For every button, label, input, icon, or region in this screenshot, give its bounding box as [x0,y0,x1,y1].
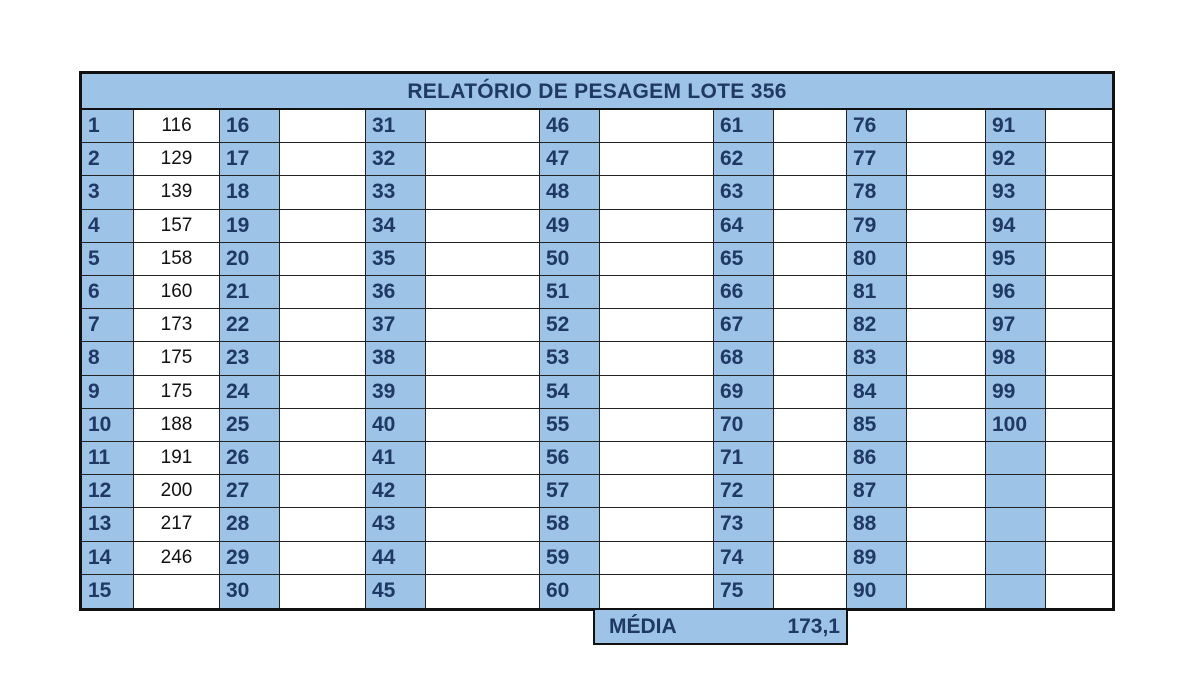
weight-cell[interactable] [134,575,220,608]
weight-cell[interactable] [907,575,986,608]
weight-cell[interactable] [280,143,366,176]
weight-cell[interactable] [1046,342,1112,375]
weight-cell[interactable] [600,475,714,508]
animal-number-cell[interactable]: 43 [366,508,426,541]
animal-number-cell[interactable]: 78 [847,176,907,209]
weight-cell[interactable]: 116 [134,110,220,143]
animal-number-cell[interactable]: 40 [366,409,426,442]
weight-cell[interactable] [1046,176,1112,209]
animal-number-cell[interactable]: 75 [714,575,774,608]
report-title: RELATÓRIO DE PESAGEM LOTE 356 [82,74,1112,110]
weight-cell[interactable] [774,143,847,176]
weight-cell[interactable] [600,575,714,608]
weight-cell[interactable] [426,143,540,176]
animal-number-cell[interactable]: 22 [220,309,280,342]
weight-cell[interactable] [774,210,847,243]
weight-cell[interactable] [426,542,540,575]
weight-cell[interactable] [1046,475,1112,508]
animal-number-cell[interactable]: 99 [986,376,1046,409]
animal-number-cell[interactable]: 80 [847,243,907,276]
weight-cell[interactable]: 200 [134,475,220,508]
animal-number-cell[interactable]: 15 [82,575,134,608]
weight-cell[interactable] [907,176,986,209]
weight-cell[interactable] [907,110,986,143]
weight-cell[interactable] [280,376,366,409]
weight-cell[interactable] [907,309,986,342]
animal-number-cell[interactable]: 35 [366,243,426,276]
weight-cell[interactable] [426,309,540,342]
weight-cell[interactable] [426,176,540,209]
animal-number-cell[interactable]: 82 [847,309,907,342]
weight-cell[interactable] [907,143,986,176]
weight-cell[interactable] [426,243,540,276]
animal-number-cell[interactable]: 21 [220,276,280,309]
animal-number-cell[interactable]: 56 [540,442,600,475]
animal-number-cell[interactable]: 100 [986,409,1046,442]
animal-number-cell[interactable]: 41 [366,442,426,475]
animal-number-cell[interactable]: 69 [714,376,774,409]
weight-cell[interactable]: 175 [134,376,220,409]
animal-number-cell[interactable]: 72 [714,475,774,508]
weight-cell[interactable]: 246 [134,542,220,575]
animal-number-cell[interactable]: 28 [220,508,280,541]
weight-cell[interactable] [774,276,847,309]
animal-number-cell[interactable]: 14 [82,542,134,575]
animal-number-cell[interactable]: 47 [540,143,600,176]
animal-number-cell[interactable]: 7 [82,309,134,342]
animal-number-cell[interactable]: 45 [366,575,426,608]
weight-cell[interactable] [426,210,540,243]
animal-number-cell[interactable]: 51 [540,276,600,309]
animal-number-cell[interactable]: 83 [847,342,907,375]
weight-cell[interactable] [907,508,986,541]
animal-number-cell[interactable] [986,475,1046,508]
weight-cell[interactable] [907,475,986,508]
animal-number-cell[interactable]: 90 [847,575,907,608]
animal-number-cell[interactable]: 5 [82,243,134,276]
weight-cell[interactable] [1046,409,1112,442]
weight-cell[interactable] [1046,276,1112,309]
weight-cell[interactable] [600,409,714,442]
animal-number-cell[interactable]: 93 [986,176,1046,209]
animal-number-cell[interactable]: 68 [714,342,774,375]
weight-cell[interactable] [426,575,540,608]
animal-number-cell[interactable]: 36 [366,276,426,309]
weight-cell[interactable]: 158 [134,243,220,276]
animal-number-cell[interactable]: 87 [847,475,907,508]
weight-cell[interactable] [1046,210,1112,243]
weight-cell[interactable] [426,376,540,409]
weight-cell[interactable] [600,110,714,143]
animal-number-cell[interactable]: 42 [366,475,426,508]
animal-number-cell[interactable]: 34 [366,210,426,243]
weight-cell[interactable] [774,243,847,276]
animal-number-cell[interactable]: 27 [220,475,280,508]
weight-cell[interactable] [280,542,366,575]
animal-number-cell[interactable]: 70 [714,409,774,442]
weight-cell[interactable] [774,309,847,342]
animal-number-cell[interactable]: 71 [714,442,774,475]
animal-number-cell[interactable]: 63 [714,176,774,209]
animal-number-cell[interactable]: 12 [82,475,134,508]
animal-number-cell[interactable]: 26 [220,442,280,475]
weight-cell[interactable] [600,442,714,475]
animal-number-cell[interactable]: 38 [366,342,426,375]
weight-cell[interactable]: 175 [134,342,220,375]
average-box [593,610,848,645]
weight-cell[interactable] [907,243,986,276]
animal-number-cell[interactable]: 60 [540,575,600,608]
weight-cell[interactable]: 191 [134,442,220,475]
animal-number-cell[interactable]: 73 [714,508,774,541]
weight-cell[interactable] [426,508,540,541]
weight-cell[interactable] [774,475,847,508]
weight-cell[interactable] [280,309,366,342]
weight-cell[interactable] [280,276,366,309]
animal-number-cell[interactable]: 4 [82,210,134,243]
weight-cell[interactable] [907,409,986,442]
animal-number-cell[interactable]: 32 [366,143,426,176]
animal-number-cell[interactable]: 46 [540,110,600,143]
weight-cell[interactable] [426,342,540,375]
animal-number-cell[interactable]: 52 [540,309,600,342]
weight-cell[interactable] [907,542,986,575]
weight-cell[interactable] [1046,243,1112,276]
weight-cell[interactable] [280,409,366,442]
weight-cell[interactable] [907,376,986,409]
weight-cell[interactable] [600,143,714,176]
animal-number-cell[interactable]: 11 [82,442,134,475]
animal-number-cell[interactable]: 33 [366,176,426,209]
weight-cell[interactable] [907,210,986,243]
weight-cell[interactable] [774,376,847,409]
animal-number-cell[interactable]: 3 [82,176,134,209]
animal-number-cell[interactable]: 92 [986,143,1046,176]
weight-cell[interactable] [774,110,847,143]
animal-number-cell[interactable]: 37 [366,309,426,342]
animal-number-cell[interactable]: 86 [847,442,907,475]
weight-cell[interactable] [1046,309,1112,342]
weight-cell[interactable] [600,243,714,276]
weighing-grid [82,110,1112,608]
weight-cell[interactable] [280,575,366,608]
weight-cell[interactable] [774,508,847,541]
weight-cell[interactable] [600,376,714,409]
animal-number-cell[interactable]: 30 [220,575,280,608]
weight-cell[interactable] [280,342,366,375]
weight-cell[interactable] [1046,442,1112,475]
animal-number-cell[interactable] [986,575,1046,608]
animal-number-cell[interactable]: 98 [986,342,1046,375]
animal-number-cell[interactable]: 17 [220,143,280,176]
weight-cell[interactable] [426,475,540,508]
animal-number-cell[interactable] [986,542,1046,575]
weight-cell[interactable] [280,210,366,243]
weight-cell[interactable] [280,508,366,541]
animal-number-cell[interactable]: 6 [82,276,134,309]
weight-cell[interactable] [280,243,366,276]
animal-number-cell[interactable]: 18 [220,176,280,209]
weight-cell[interactable] [600,542,714,575]
weight-cell[interactable] [1046,508,1112,541]
animal-number-cell[interactable]: 1 [82,110,134,143]
animal-number-cell[interactable]: 9 [82,376,134,409]
weight-cell[interactable] [774,342,847,375]
animal-number-cell[interactable]: 25 [220,409,280,442]
weight-cell[interactable] [600,309,714,342]
animal-number-cell[interactable]: 8 [82,342,134,375]
animal-number-cell[interactable]: 44 [366,542,426,575]
weight-cell[interactable]: 157 [134,210,220,243]
animal-number-cell[interactable]: 76 [847,110,907,143]
animal-number-cell[interactable]: 84 [847,376,907,409]
animal-number-cell[interactable]: 13 [82,508,134,541]
weight-cell[interactable] [600,276,714,309]
animal-number-cell[interactable]: 88 [847,508,907,541]
average-label: MÉDIA [609,614,677,638]
animal-number-cell[interactable]: 97 [986,309,1046,342]
animal-number-cell[interactable]: 66 [714,276,774,309]
animal-number-cell[interactable]: 61 [714,110,774,143]
animal-number-cell[interactable]: 79 [847,210,907,243]
animal-number-cell[interactable]: 19 [220,210,280,243]
animal-number-cell[interactable]: 94 [986,210,1046,243]
animal-number-cell[interactable]: 81 [847,276,907,309]
animal-number-cell[interactable]: 53 [540,342,600,375]
animal-number-cell[interactable]: 39 [366,376,426,409]
animal-number-cell[interactable]: 54 [540,376,600,409]
weight-cell[interactable] [774,409,847,442]
animal-number-cell[interactable]: 50 [540,243,600,276]
animal-number-cell[interactable]: 29 [220,542,280,575]
weight-cell[interactable] [774,442,847,475]
animal-number-cell[interactable]: 49 [540,210,600,243]
weight-cell[interactable] [280,176,366,209]
weighing-report-sheet [79,71,1115,611]
weight-cell[interactable] [600,508,714,541]
animal-number-cell[interactable]: 77 [847,143,907,176]
animal-number-cell[interactable]: 16 [220,110,280,143]
weight-cell[interactable] [1046,542,1112,575]
animal-number-cell[interactable]: 20 [220,243,280,276]
weight-cell[interactable] [600,342,714,375]
animal-number-cell[interactable]: 55 [540,409,600,442]
average-value: 173,1 [787,614,840,638]
animal-number-cell[interactable]: 85 [847,409,907,442]
animal-number-cell[interactable]: 2 [82,143,134,176]
animal-number-cell[interactable] [986,508,1046,541]
animal-number-cell[interactable]: 67 [714,309,774,342]
weight-cell[interactable] [907,342,986,375]
weight-cell[interactable]: 160 [134,276,220,309]
weight-cell[interactable] [774,575,847,608]
weight-cell[interactable]: 129 [134,143,220,176]
weight-cell[interactable] [774,176,847,209]
weight-cell[interactable] [1046,143,1112,176]
animal-number-cell[interactable]: 96 [986,276,1046,309]
animal-number-cell[interactable]: 58 [540,508,600,541]
weight-cell[interactable]: 217 [134,508,220,541]
weight-cell[interactable] [907,442,986,475]
weight-cell[interactable] [280,110,366,143]
animal-number-cell[interactable]: 23 [220,342,280,375]
animal-number-cell[interactable]: 89 [847,542,907,575]
animal-number-cell[interactable]: 95 [986,243,1046,276]
weight-cell[interactable] [426,442,540,475]
weight-cell[interactable] [280,442,366,475]
animal-number-cell[interactable]: 91 [986,110,1046,143]
animal-number-cell[interactable]: 48 [540,176,600,209]
weight-cell[interactable]: 188 [134,409,220,442]
weight-cell[interactable] [1046,110,1112,143]
animal-number-cell[interactable]: 10 [82,409,134,442]
weight-cell[interactable]: 173 [134,309,220,342]
animal-number-cell[interactable]: 31 [366,110,426,143]
weight-cell[interactable] [280,475,366,508]
weight-cell[interactable] [426,110,540,143]
animal-number-cell[interactable]: 57 [540,475,600,508]
weight-cell[interactable] [426,276,540,309]
weight-cell[interactable] [600,176,714,209]
weight-cell[interactable] [426,409,540,442]
animal-number-cell[interactable]: 65 [714,243,774,276]
weight-cell[interactable] [1046,575,1112,608]
animal-number-cell[interactable]: 62 [714,143,774,176]
animal-number-cell[interactable]: 64 [714,210,774,243]
weight-cell[interactable] [774,542,847,575]
animal-number-cell[interactable] [986,442,1046,475]
animal-number-cell[interactable]: 24 [220,376,280,409]
weight-cell[interactable] [600,210,714,243]
animal-number-cell[interactable]: 74 [714,542,774,575]
weight-cell[interactable] [907,276,986,309]
animal-number-cell[interactable]: 59 [540,542,600,575]
weight-cell[interactable]: 139 [134,176,220,209]
weight-cell[interactable] [1046,376,1112,409]
